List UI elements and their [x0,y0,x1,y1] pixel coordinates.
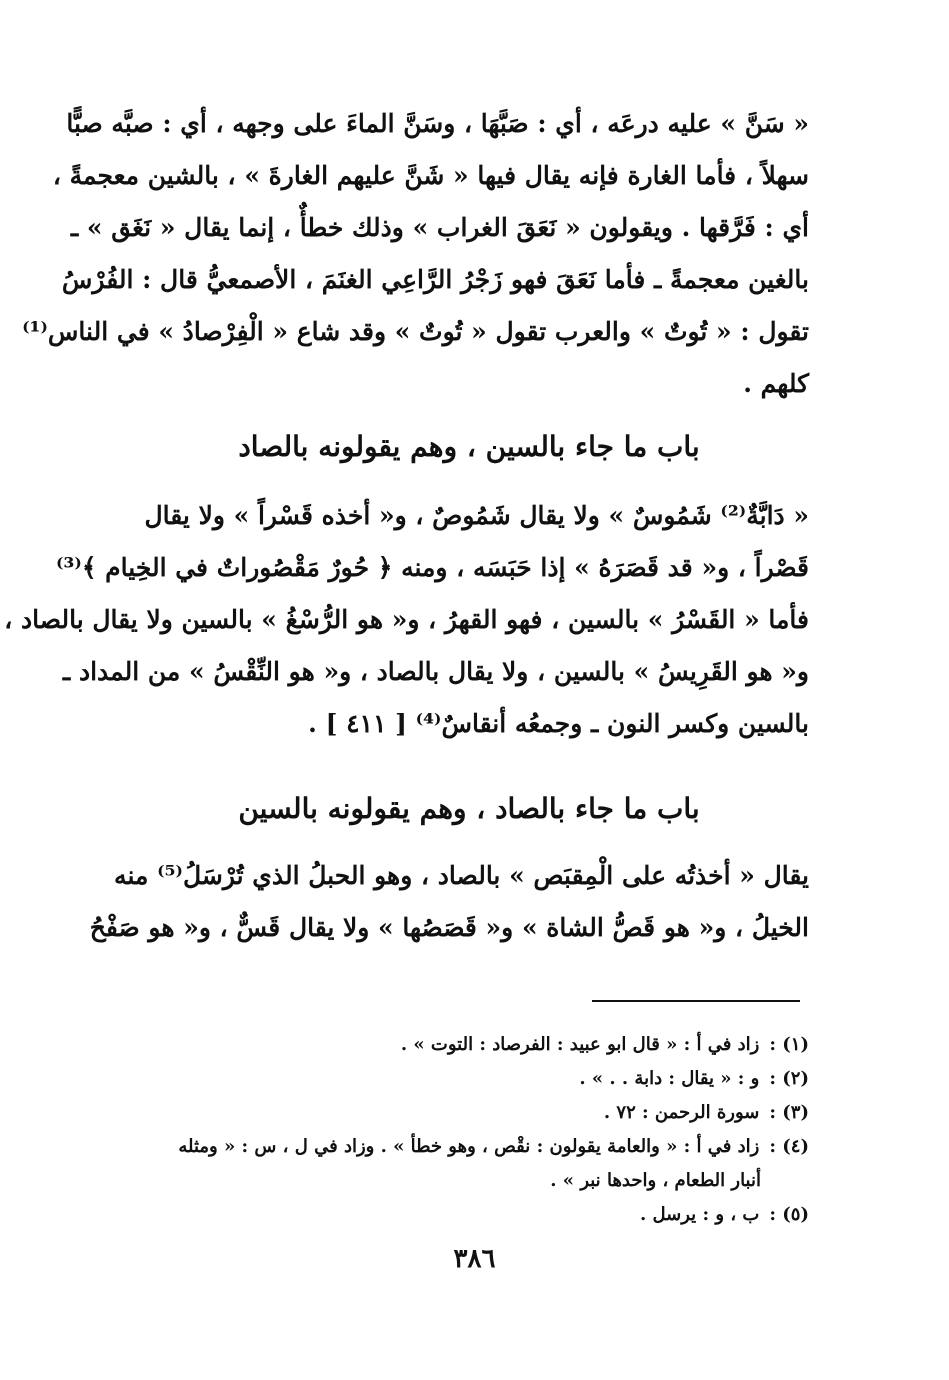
footnote-number: (٢) : [769,1068,809,1089]
footnote [129,1130,809,1164]
text-line: كلهم . [743,369,809,398]
footnote-text: ب ، و : يرسل . [640,1204,760,1225]
page-number: ٣٨٦ [453,1244,496,1274]
footnote-text: و : « يقال : دابة . . » . [579,1068,760,1089]
text-line: « دَابَّةٌ⁽²⁾ شَمُوسٌ » ولا يقال شَمُوصٌ ، و« أخذه قَسْراً » ولا يقال [144,501,809,530]
footnote-text: زاد في أ : « والعامة يقولون : نقْص ، وهو خطأ » . وزاد في ل ، س : « ومثله [178,1136,760,1157]
footnotes [129,1028,809,1232]
footnote [129,1096,809,1130]
text-line: فأما « القَسْرُ » بالسين ، فهو القهرُ ، و« هو الرُّسْغُ » بالسين ولا يقال بالصاد ، [4,605,809,634]
text-line: الخيلُ ، و« هو قَصُّ الشاة » و« قَصَصُها » ولا يقال قَسٌّ ، و« هو صَفْحُ [89,913,809,942]
footnote-continuation: أنبار الطعام ، واحدها نبر » . [550,1170,761,1191]
footnote [129,1028,809,1062]
text-line: قَصْراً ، و« قد قَصَرَهُ » إذا حَبَسَه ، ومنه ﴿ حُورٌ مَقْصُوراتٌ في الخِيام ﴾⁽³⁾ [55,553,809,582]
text-line: « سَنَّ » عليه درعَه ، أي : صَبَّهَا ، وسَنَّ الماءَ على وجهه ، أي : صبَّه صبًّا [66,109,809,138]
section2-paragraph [89,850,809,954]
text-line: تقول : « تُوتٌ » والعرب تقول « تُوتٌ » وقد شاع « الْفِرْصادُ » في الناس⁽¹⁾ [22,317,809,346]
section1-paragraph [4,490,809,750]
footnote-text: سورة الرحمن : ٧٢ . [603,1102,760,1123]
footnote-number: (١) : [769,1034,809,1055]
footnote-divider [592,1000,800,1002]
section-heading: باب ما جاء بالسين ، وهم يقولونه بالصاد [238,430,700,463]
intro-paragraph [22,98,809,410]
footnote-number: (٥) : [769,1204,809,1225]
text-line: بالسين وكسر النون ـ وجمعُه أنقاسٌ⁽⁴⁾ [ ٤١١ ] . [308,709,809,738]
text-line: و« هو القَرِيسُ » بالسين ، ولا يقال بالصاد ، و« هو النِّقْسُ » من المداد ـ [62,657,809,686]
footnote [129,1198,809,1232]
footnote-text: زاد في أ : « قال ابو عبيد : الفرصاد : التوت » . [400,1034,760,1055]
text-line: سهلاً ، فأما الغارة فإنه يقال فيها « شَنَّ عليهم الغارةَ » ، بالشين معجمةً ، [52,161,809,190]
text-line: يقال « أخذتُه على الْمِقبَص » بالصاد ، وهو الحبلُ الذي تُرْسَلُ⁽⁵⁾ منه [114,861,809,890]
section-heading: باب ما جاء بالصاد ، وهم يقولونه بالسين [238,792,700,825]
footnote-number: (٤) : [769,1136,809,1157]
text-line: أي : فَرَّقها . ويقولون « نَعَقَ الغراب » وذلك خطأٌ ، إنما يقال « نَغَق » ـ [70,213,809,242]
footnote [129,1062,809,1096]
text-line: بالغين معجمةً ـ فأما نَعَقَ فهو زَجْرُ الرَّاعِي الغنَمَ ، الأصمعيُّ قال : الفُرْسُ [61,265,809,294]
footnote-number: (٣) : [769,1102,809,1123]
